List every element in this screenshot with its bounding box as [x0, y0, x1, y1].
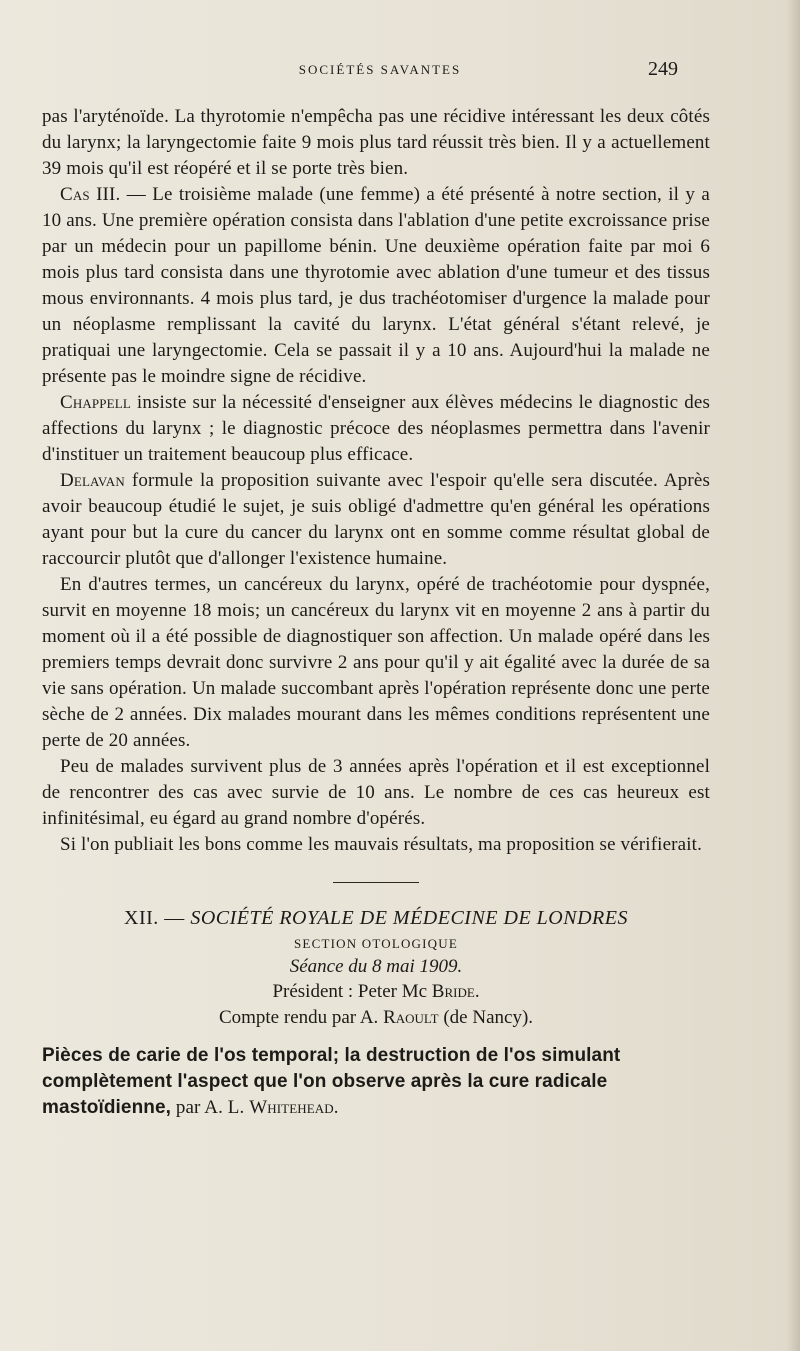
section-title — [42, 905, 710, 931]
paragraph-delavan-text: formule la proposition suivante avec l'espoir qu'elle sera discutée. Après avoir beaucoup étudié le sujet, je suis obligé d'admettre qu'en général les opérations ayant pour but la cure du cancer du larynx ont en somme comme résultat global de raccourcir plutôt que d'allonger l'existence humaine. — [42, 470, 710, 569]
paragraph-cas-iii-text: — Le troisième malade (une femme) a été présenté à notre section, il y a 10 ans. Une première opération consista dans l'ablation d'une petite excroissance prise par un médecin pour un papillome bénin. Une deuxième opération faite par moi 6 mois plus tard consista dans une thyrotomie avec ablation d'une tumeur et des tissus mous environnants. 4 mois plus tard, je dus trachéotomiser d'urgence la malade pour un néoplasme remplissant la cavité du larynx. L'état général s'étant relevé, je pratiquai une laryngectomie. Cela se passait il y a 10 ans. Aujourd'hui la malade ne présente pas le moindre signe de récidive. — [42, 184, 710, 387]
paragraph-delavan — [42, 468, 710, 572]
case-label: Cas III. — [60, 184, 121, 205]
president-name: Bride — [431, 981, 475, 1002]
section-title-text: SOCIÉTÉ ROYALE DE MÉDECINE DE LONDRES — [190, 907, 628, 929]
seance-date: Séance du 8 mai 1909. — [289, 956, 463, 977]
page-edge-shadow — [786, 0, 800, 1351]
president-line — [42, 979, 710, 1005]
paragraph-6: Peu de malades survivent plus de 3 années après l'opération et il est exceptionnel de rencontrer des cas avec survie de 10 ans. Le nombre de ces cas heureux est infinitésimal, eu égard au grand nombre d'opérés. — [42, 756, 710, 829]
byline-prefix: par A. L. — [171, 1097, 250, 1118]
speaker-chappell: Chappell — [60, 392, 131, 413]
article-byline — [171, 1097, 339, 1118]
section-divider — [333, 882, 419, 883]
paragraph-5: En d'autres termes, un cancéreux du larynx, opéré de trachéotomie pour dyspnée, survit en moyenne 18 mois; un cancéreux du larynx vit en moyenne 2 ans à partir du moment où il a été possible de diagnostiquer son affection. Un malade opéré dans les premiers temps devrait donc survivre 2 ans pour qu'il y ait égalité avec la durée de sa vie sans opération. Un malade succombant après l'opération représente donc une perte sèche de 2 années. Dix malades mourant dans les mêmes conditions représentent une perte de 20 années. — [42, 574, 710, 751]
byline-name: Whitehead — [249, 1097, 334, 1118]
paragraph-cas-iii — [42, 182, 710, 390]
article-title: Pièces de carie de l'os temporal; la destruction de l'os simulant complètement l'aspect que l'on observe après la cure radicale mastoïdienne, — [42, 1045, 621, 1118]
subsection-heading: SECTION OTOLOGIQUE — [294, 936, 458, 951]
paragraph-chappell-text: insiste sur la nécessité d'enseigner aux élèves médecins le diagnostic des affections du larynx ; le diagnostic précoce des néoplasmes permettra dans l'avenir d'instituer un traitement beaucoup plus efficace. — [42, 392, 710, 465]
president-prefix: Président : Peter Mc — [272, 981, 432, 1002]
running-head: SOCIÉTÉS SAVANTES — [298, 62, 462, 77]
article-heading — [42, 1043, 710, 1121]
page-number: 249 — [648, 58, 678, 80]
paragraph-7: Si l'on publiait les bons comme les mauvais résultats, ma proposition se vérifierait. — [60, 834, 703, 855]
paragraph-chappell — [42, 390, 710, 468]
speaker-delavan: Delavan — [60, 470, 125, 491]
page-header — [42, 58, 678, 84]
report-author-name: Raoult — [383, 1007, 439, 1028]
report-prefix: Compte rendu par A. — [218, 1007, 384, 1028]
report-suffix: (de Nancy). — [438, 1007, 534, 1028]
president-suffix: . — [474, 981, 480, 1002]
section-number: XII. — — [124, 907, 191, 929]
byline-suffix: . — [333, 1097, 339, 1118]
paragraph-1: pas l'aryténoïde. La thyrotomie n'empêcha pas une récidive intéressant les deux côtés du larynx; la laryngectomie faite 9 mois plus tard réussit très bien. Il y a actuellement 39 mois qu'il est réopéré et il se porte très bien. — [42, 106, 710, 179]
report-author-line — [42, 1005, 710, 1031]
page-body — [42, 104, 710, 1121]
